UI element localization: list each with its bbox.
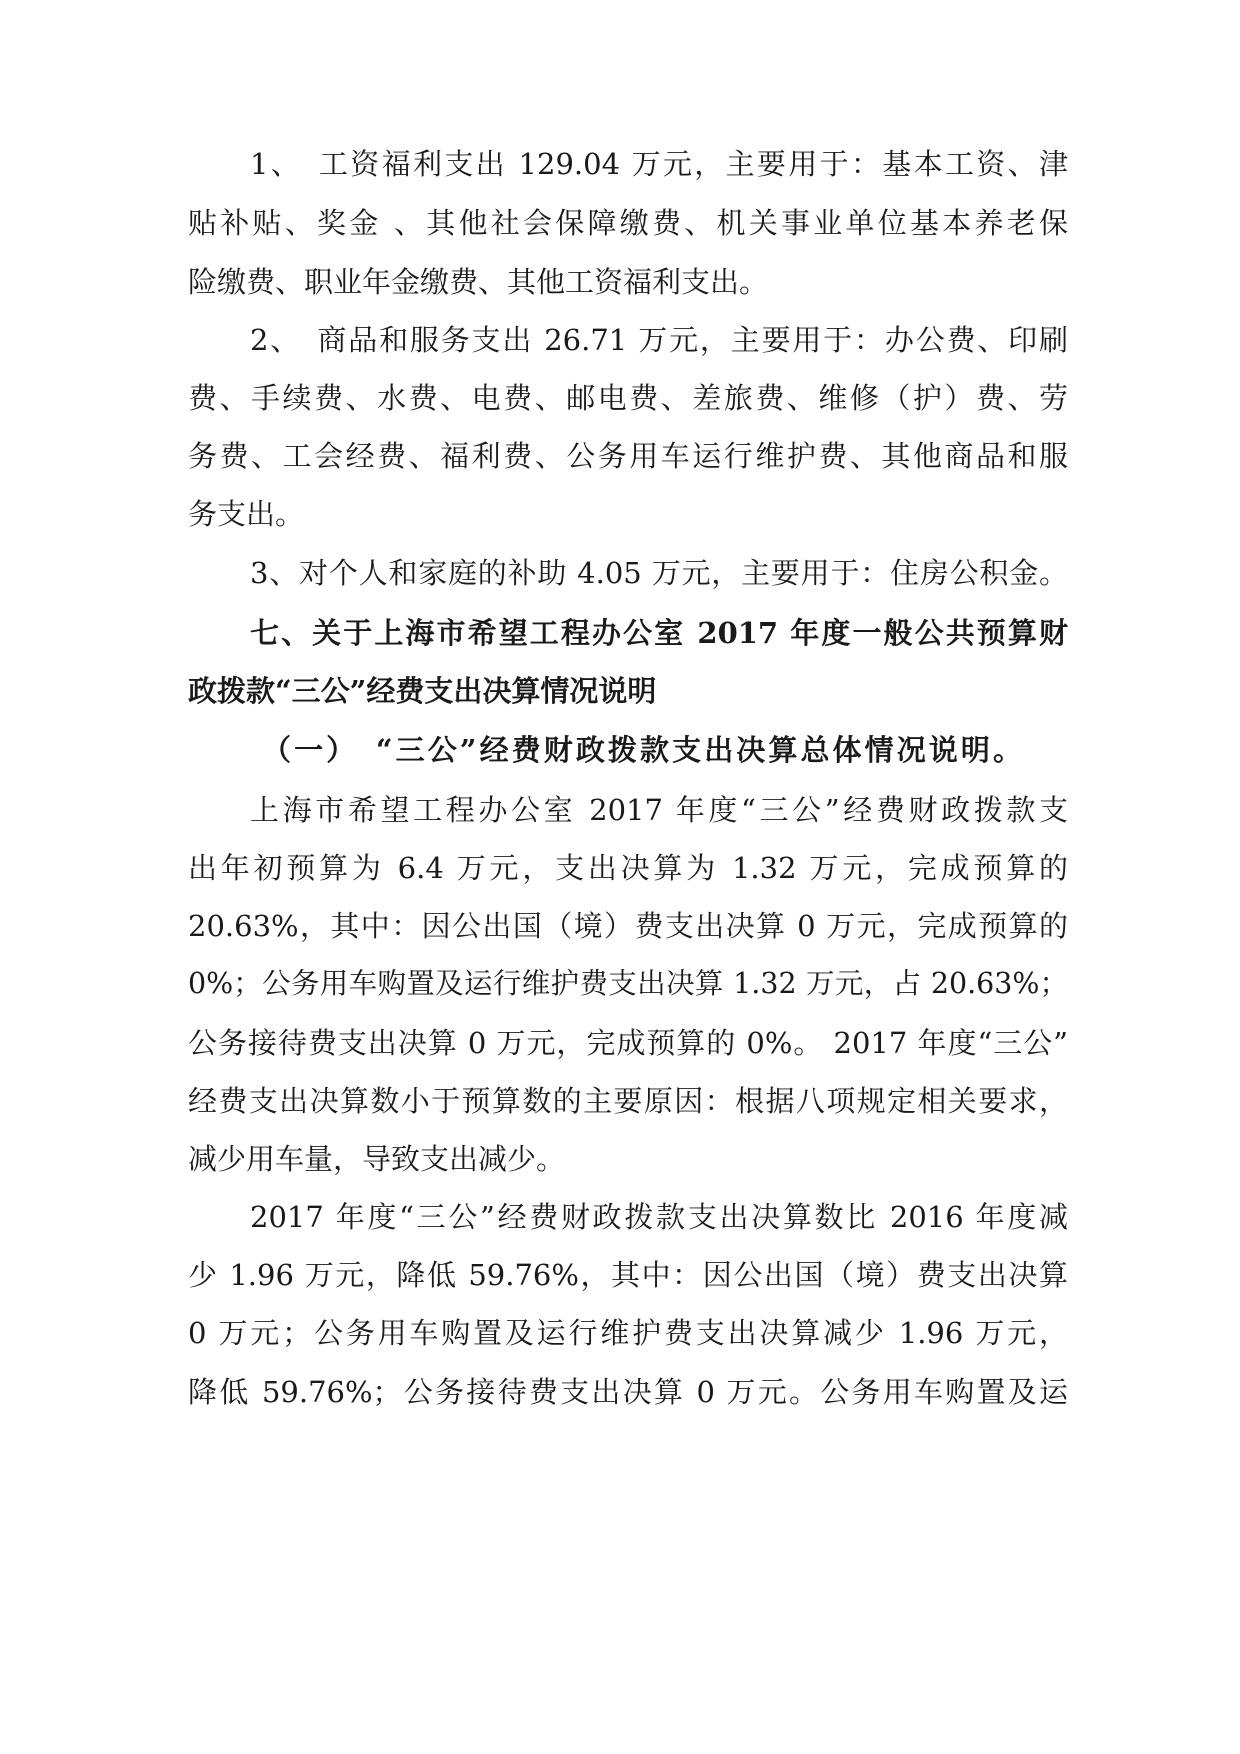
paragraph-line: 降低 59.76%；公务接待费支出决算 0 万元。公务用车购置及运 <box>188 1375 1068 1409</box>
paragraph-line: 贴补贴、奖金 、其他社会保障缴费、机关事业单位基本养老保 <box>188 206 1068 240</box>
section-heading-line: 政拨款“三公”经费支出决算情况说明 <box>188 674 657 708</box>
paragraph-line: 务支出。 <box>188 497 305 531</box>
paragraph-line: 1、 工资福利支出 129.04 万元，主要用于：基本工资、津 <box>250 147 1068 181</box>
subsection-heading: （一） “三公”经费财政拨款支出决算总体情况说明。 <box>262 733 1022 767</box>
paragraph-line: 0%；公务用车购置及运行维护费支出决算 1.32 万元，占 20.63%； <box>188 967 1068 1000</box>
paragraph-line: 少 1.96 万元，降低 59.76%，其中：因公出国（境）费支出决算 <box>188 1258 1068 1292</box>
paragraph-line: 上海市希望工程办公室 2017 年度“三公”经费财政拨款支 <box>250 793 1068 827</box>
paragraph-line: 险缴费、职业年金缴费、其他工资福利支出。 <box>188 265 769 299</box>
paragraph-line: 公务接待费支出决算 0 万元，完成预算的 0%。 2017 年度“三公” <box>188 1026 1068 1060</box>
paragraph-line: 20.63%，其中：因公出国（境）费支出决算 0 万元，完成预算的 <box>188 909 1068 943</box>
paragraph-line: 0 万元；公务用车购置及运行维护费支出决算减少 1.96 万元， <box>188 1316 1068 1350</box>
paragraph-line: 费、手续费、水费、电费、邮电费、差旅费、维修（护）费、劳 <box>188 381 1068 415</box>
paragraph-line: 3、对个人和家庭的补助 4.05 万元，主要用于：住房公积金。 <box>250 556 1068 590</box>
paragraph-line: 经费支出决算数小于预算数的主要原因：根据八项规定相关要求， <box>188 1084 1068 1118</box>
paragraph-line: 2、 商品和服务支出 26.71 万元，主要用于：办公费、印刷 <box>250 323 1068 357</box>
paragraph-line: 出年初预算为 6.4 万元，支出决算为 1.32 万元，完成预算的 <box>188 851 1068 885</box>
paragraph-line: 减少用车量，导致支出减少。 <box>188 1142 566 1176</box>
paragraph-line: 务费、工会经费、福利费、公务用车运行维护费、其他商品和服 <box>188 439 1068 473</box>
section-heading-line: 七、关于上海市希望工程办公室 2017 年度一般公共预算财 <box>250 616 1068 650</box>
paragraph-line: 2017 年度“三公”经费财政拨款支出决算数比 2016 年度减 <box>250 1200 1068 1234</box>
